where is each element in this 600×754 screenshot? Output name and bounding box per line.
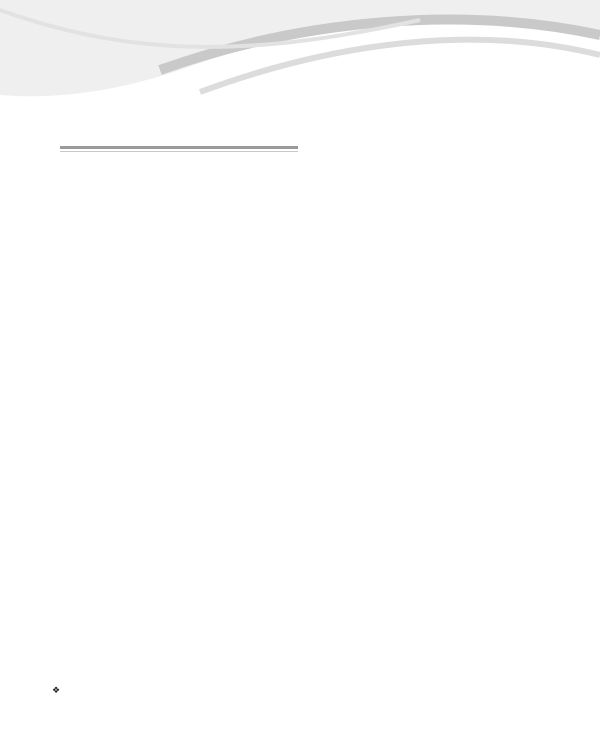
diamond-bullet-icon: ❖ xyxy=(52,686,61,696)
title-underline-thin xyxy=(60,151,298,152)
model-papers-entry[interactable] xyxy=(52,681,552,701)
header-swoosh-decoration xyxy=(0,0,600,150)
title-underline xyxy=(60,146,298,149)
